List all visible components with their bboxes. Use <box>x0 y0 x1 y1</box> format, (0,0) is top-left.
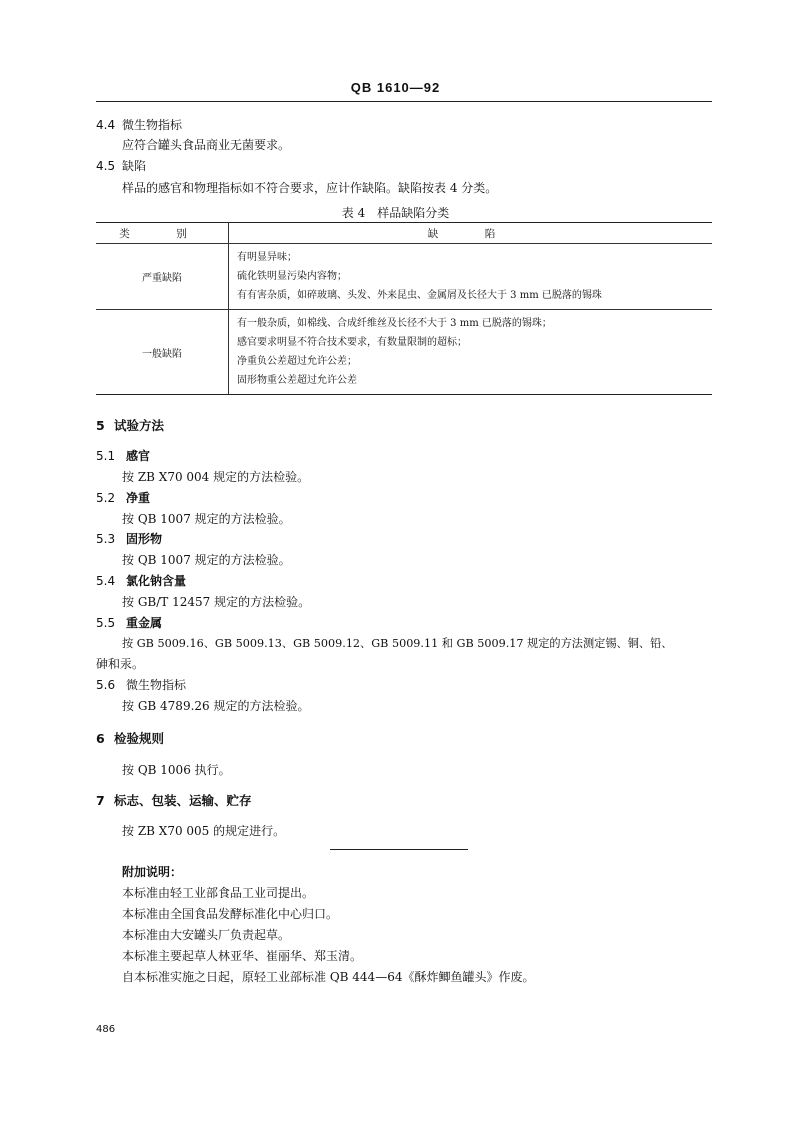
defect-items-cell <box>229 244 713 310</box>
section-5-1-title: 感官 <box>126 449 151 463</box>
defect-item: 有有害杂质，如碎玻璃、头发、外来昆虫、金属屑及长径大于 3 mm 已脱落的锡珠 <box>237 290 602 301</box>
section-5-2-body: 按 QB 1007 规定的方法检验。 <box>122 512 291 526</box>
notes-title: 附加说明： <box>122 865 183 879</box>
table-header-row <box>96 223 712 244</box>
section-5-title: 试验方法 <box>114 418 165 433</box>
section-5-5-title: 重金属 <box>126 616 163 630</box>
defect-classification-table <box>96 222 712 395</box>
category-cell: 一般缺陷 <box>96 310 229 395</box>
column-header-category: 类 别 <box>96 223 229 244</box>
section-4-5-title: 缺陷 <box>122 159 147 173</box>
notes-line: 本标准主要起草人林亚华、崔丽华、郑玉清。 <box>122 949 363 963</box>
header-rule <box>96 101 712 102</box>
section-4-4-body: 应符合罐头食品商业无菌要求。 <box>122 138 291 152</box>
page-number: 486 <box>96 1024 116 1035</box>
defect-item: 感官要求明显不符合技术要求，有数量限制的超标； <box>237 337 467 348</box>
section-6-number: 6 <box>96 731 105 746</box>
section-5-4-body: 按 GB/T 12457 规定的方法检验。 <box>122 595 311 609</box>
section-5-3-body: 按 QB 1007 规定的方法检验。 <box>122 553 291 567</box>
section-5-6-title: 微生物指标 <box>126 678 187 692</box>
section-6-body: 按 QB 1006 执行。 <box>122 763 231 777</box>
column-header-defect: 缺 陷 <box>229 223 713 244</box>
table-row <box>96 310 712 395</box>
section-5-6-body: 按 GB 4789.26 规定的方法检验。 <box>122 699 310 713</box>
section-5-5-number: 5.5 <box>96 616 116 630</box>
section-4-5-number: 4.5 <box>96 159 116 173</box>
section-5-4-title: 氯化钠含量 <box>126 574 187 588</box>
table-row <box>96 244 712 310</box>
section-5-2-title: 净重 <box>126 491 151 505</box>
defect-item: 硫化铁明显污染内容物； <box>237 271 347 282</box>
section-5-3-number: 5.3 <box>96 532 116 546</box>
section-5-5-body-line1: 按 GB 5009.16、GB 5009.13、GB 5009.12、GB 5009.11 和 GB 5009.17 规定的方法测定锡、铜、铅、 <box>122 637 673 650</box>
page-header-code: QB 1610—92 <box>350 80 441 95</box>
section-7-number: 7 <box>96 793 105 808</box>
section-5-2-number: 5.2 <box>96 491 116 505</box>
notes-line: 本标准由轻工业部食品工业司提出。 <box>122 886 315 900</box>
notes-line: 本标准由全国食品发酵标准化中心归口。 <box>122 907 339 921</box>
defect-item: 净重负公差超过允许公差； <box>237 356 357 367</box>
section-5-number: 5 <box>96 418 105 433</box>
section-7-body: 按 ZB X70 005 的规定进行。 <box>122 824 286 838</box>
section-4-4-title: 微生物指标 <box>122 118 183 132</box>
defect-items-cell <box>229 310 713 395</box>
notes-line: 自本标准实施之日起，原轻工业部标准 QB 444—64《酥炸鲫鱼罐头》作废。 <box>122 970 535 984</box>
section-6-title: 检验规则 <box>114 731 165 746</box>
section-5-4-number: 5.4 <box>96 574 116 588</box>
end-rule <box>330 849 468 850</box>
defect-item: 有明显异味； <box>237 252 297 263</box>
defect-item: 固形物重公差超过允许公差 <box>237 375 357 386</box>
section-4-4-number: 4.4 <box>96 118 116 132</box>
section-5-3-title: 固形物 <box>126 532 163 546</box>
section-5-1-body: 按 ZB X70 004 规定的方法检验。 <box>122 470 310 484</box>
section-5-6-number: 5.6 <box>96 678 116 692</box>
section-5-5-body-line2: 砷和汞。 <box>96 657 145 671</box>
table-4-title: 表 4 样品缺陷分类 <box>341 206 450 220</box>
notes-line: 本标准由大安罐头厂负责起草。 <box>122 928 291 942</box>
section-4-5-body: 样品的感官和物理指标如不符合要求，应计作缺陷。缺陷按表 4 分类。 <box>122 181 498 195</box>
section-7-title: 标志、包装、运输、贮存 <box>114 793 252 808</box>
category-cell: 严重缺陷 <box>96 244 229 310</box>
defect-item: 有一般杂质，如棉线、合成纤维丝及长径不大于 3 mm 已脱落的锡珠； <box>237 318 552 329</box>
section-5-1-number: 5.1 <box>96 449 116 463</box>
